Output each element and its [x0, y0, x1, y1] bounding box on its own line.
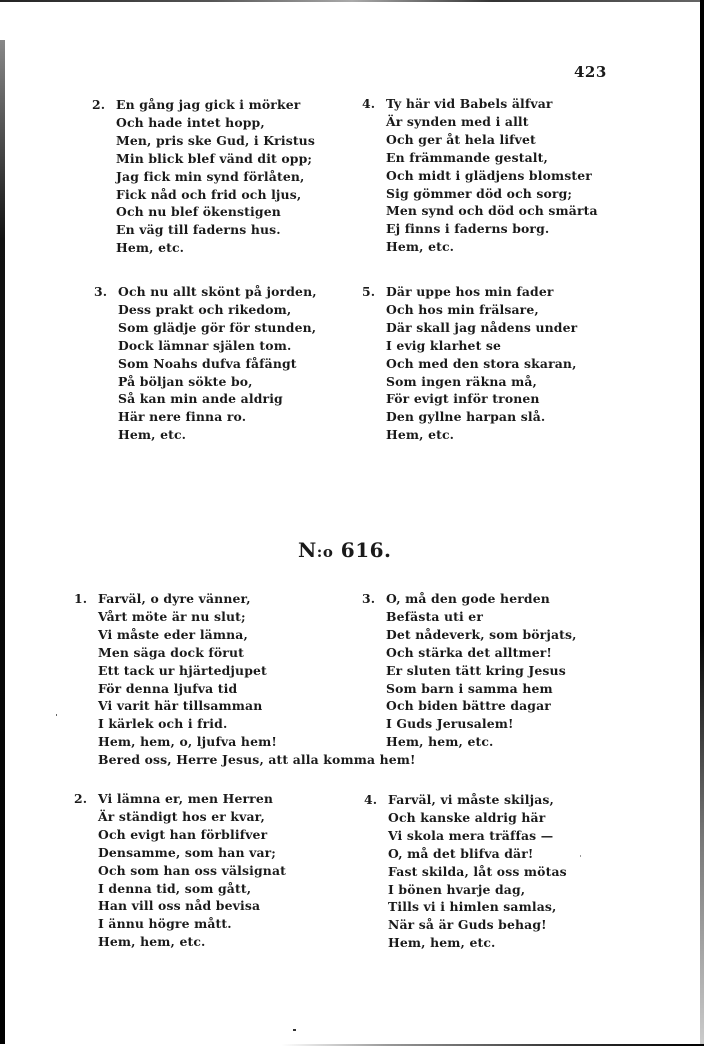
scan-speck — [293, 1029, 296, 1031]
verse-line: Ett tack ur hjärtedjupet — [98, 662, 267, 678]
refrain-line: Hem, hem, etc. — [388, 935, 496, 951]
hymn-number-ordinal: :o — [316, 543, 334, 561]
stanza-lines — [118, 283, 317, 444]
stanza-number: 4. — [364, 792, 378, 807]
verse-line: Fick nåd och frid och ljus, — [116, 186, 302, 202]
verse-line: Är ständigt hos er kvar, — [98, 808, 265, 824]
stanza-number: 2. — [74, 791, 88, 806]
verse-line: Det nådeverk, som börjats, — [386, 626, 577, 642]
verse-line: I denna tid, som gått, — [98, 880, 252, 896]
verse-line: Vi lämna er, men Herren — [98, 791, 274, 806]
verse-line: Som ingen räkna må, — [386, 373, 538, 389]
stanza-number: 5. — [362, 284, 376, 299]
verse-line: Vi varit här tillsamman — [98, 698, 263, 714]
verse-line: Ty här vid Babels älfvar — [386, 96, 553, 111]
verse-line: För evigt inför tronen — [386, 391, 540, 407]
verse-line: Och nu blef ökenstigen — [116, 204, 281, 220]
verse-line: Men säga dock förut — [98, 644, 245, 660]
verse-line: Vårt möte är nu slut; — [98, 608, 246, 624]
scan-speck — [580, 855, 581, 857]
verse-line: Och biden bättre dagar — [386, 698, 551, 714]
verse-line: Här nere finna ro. — [118, 409, 247, 425]
verse-line: Befästa uti er — [386, 608, 484, 624]
verse-line: Han vill oss nåd bevisa — [98, 898, 261, 914]
scan-border-right — [700, 0, 704, 1046]
verse-line: Där skall jag nådens under — [386, 319, 578, 335]
refrain-line: Bered oss, Herre Jesus, att alla komma hem! — [98, 752, 416, 768]
verse-line: Och som han oss välsignat — [98, 862, 287, 878]
stanza-lines — [386, 590, 577, 751]
stanza-lines — [386, 95, 598, 256]
verse-line: I evig klarhet se — [386, 337, 502, 353]
verse-line: Och nu allt skönt på jorden, — [118, 284, 317, 299]
verse-line: Farväl, o dyre vänner, — [98, 591, 251, 606]
refrain-line: Hem, etc. — [116, 240, 185, 256]
stanza-lines — [98, 590, 416, 769]
verse-line: O, må det blifva där! — [388, 845, 534, 861]
stanza-lines — [98, 790, 286, 951]
refrain-line: Hem, hem, etc. — [386, 734, 494, 750]
verse-line: I ännu högre mått. — [98, 916, 232, 932]
verse-line: Är synden med i allt — [386, 113, 529, 129]
verse-line: För denna ljufva tid — [98, 680, 238, 696]
verse-line: Där uppe hos min fader — [386, 284, 554, 299]
verse-line: På böljan sökte bo, — [118, 373, 253, 389]
verse-line: O, må den gode herden — [386, 591, 550, 606]
stanza-number: 2. — [92, 97, 106, 112]
verse-line: Farväl, vi måste skiljas, — [388, 792, 555, 807]
stanza-lines — [388, 791, 567, 952]
verse-line: Fast skilda, låt oss mötas — [388, 863, 567, 879]
stanza-number: 4. — [362, 96, 376, 111]
verse-line: Men synd och död och smärta — [386, 203, 598, 219]
verse-line: Tills vi i himlen samlas, — [388, 899, 557, 915]
verse-line: Och med den stora skaran, — [386, 355, 577, 371]
verse-line: Sig gömmer död och sorg; — [386, 185, 573, 201]
verse-line: Min blick blef vänd dit opp; — [116, 150, 313, 166]
refrain-line: Hem, hem, o, ljufva hem! — [98, 734, 277, 750]
scan-border-top — [0, 0, 704, 2]
verse-line: Vi måste eder lämna, — [98, 626, 248, 642]
verse-line: En väg till faderns hus. — [116, 222, 281, 238]
hymn-number-value: 616. — [333, 538, 392, 562]
refrain-line: Hem, etc. — [386, 239, 455, 255]
stanza-number: 3. — [94, 284, 108, 299]
refrain-line: Hem, hem, etc. — [98, 934, 206, 950]
stanza-number: 3. — [362, 591, 376, 606]
page-number: 423 — [574, 63, 607, 81]
verse-line: Er sluten tätt kring Jesus — [386, 662, 566, 678]
verse-line: Densamme, som han var; — [98, 844, 277, 860]
verse-line: En gång jag gick i mörker — [116, 97, 301, 112]
verse-line: Och stärka det alltmer! — [386, 644, 553, 660]
stanza-number: 1. — [74, 591, 88, 606]
verse-line: Och kanske aldrig här — [388, 809, 546, 825]
verse-line: Och hos min frälsare, — [386, 301, 539, 317]
verse-line: När så är Guds behag! — [388, 917, 547, 933]
verse-line: Dock lämnar själen tom. — [118, 337, 292, 353]
verse-line: I kärlek och i frid. — [98, 716, 228, 732]
verse-line: Och evigt han förblifver — [98, 826, 268, 842]
verse-line: Så kan min ande aldrig — [118, 391, 283, 407]
verse-line: Men, pris ske Gud, i Kristus — [116, 132, 315, 148]
verse-line: En främmande gestalt, — [386, 149, 548, 165]
refrain-line: Hem, etc. — [386, 427, 455, 443]
verse-line: Dess prakt och rikedom, — [118, 301, 292, 317]
refrain-line: Hem, etc. — [118, 427, 187, 443]
verse-line: Och midt i glädjens blomster — [386, 167, 592, 183]
verse-line: I Guds Jerusalem! — [386, 716, 514, 732]
verse-line: Vi skola mera träffas — — [388, 827, 554, 843]
verse-line: Den gyllne harpan slå. — [386, 409, 546, 425]
verse-line: I bönen hvarje dag, — [388, 881, 526, 897]
verse-line: Som Noahs dufva fåfängt — [118, 355, 297, 371]
scan-border-left — [0, 40, 5, 1046]
verse-line: Och ger åt hela lifvet — [386, 131, 536, 147]
stanza-lines — [116, 96, 315, 257]
hymn-number-heading — [298, 538, 392, 562]
verse-line: Och hade intet hopp, — [116, 114, 265, 130]
hymn-number-prefix: N — [298, 538, 317, 562]
verse-line: Som glädje gör för stunden, — [118, 319, 317, 335]
verse-line: Jag fick min synd förlåten, — [116, 168, 305, 184]
verse-line: Som barn i samma hem — [386, 680, 553, 696]
stanza-lines — [386, 283, 577, 444]
scan-speck — [56, 714, 57, 716]
verse-line: Ej finns i faderns borg. — [386, 221, 550, 237]
